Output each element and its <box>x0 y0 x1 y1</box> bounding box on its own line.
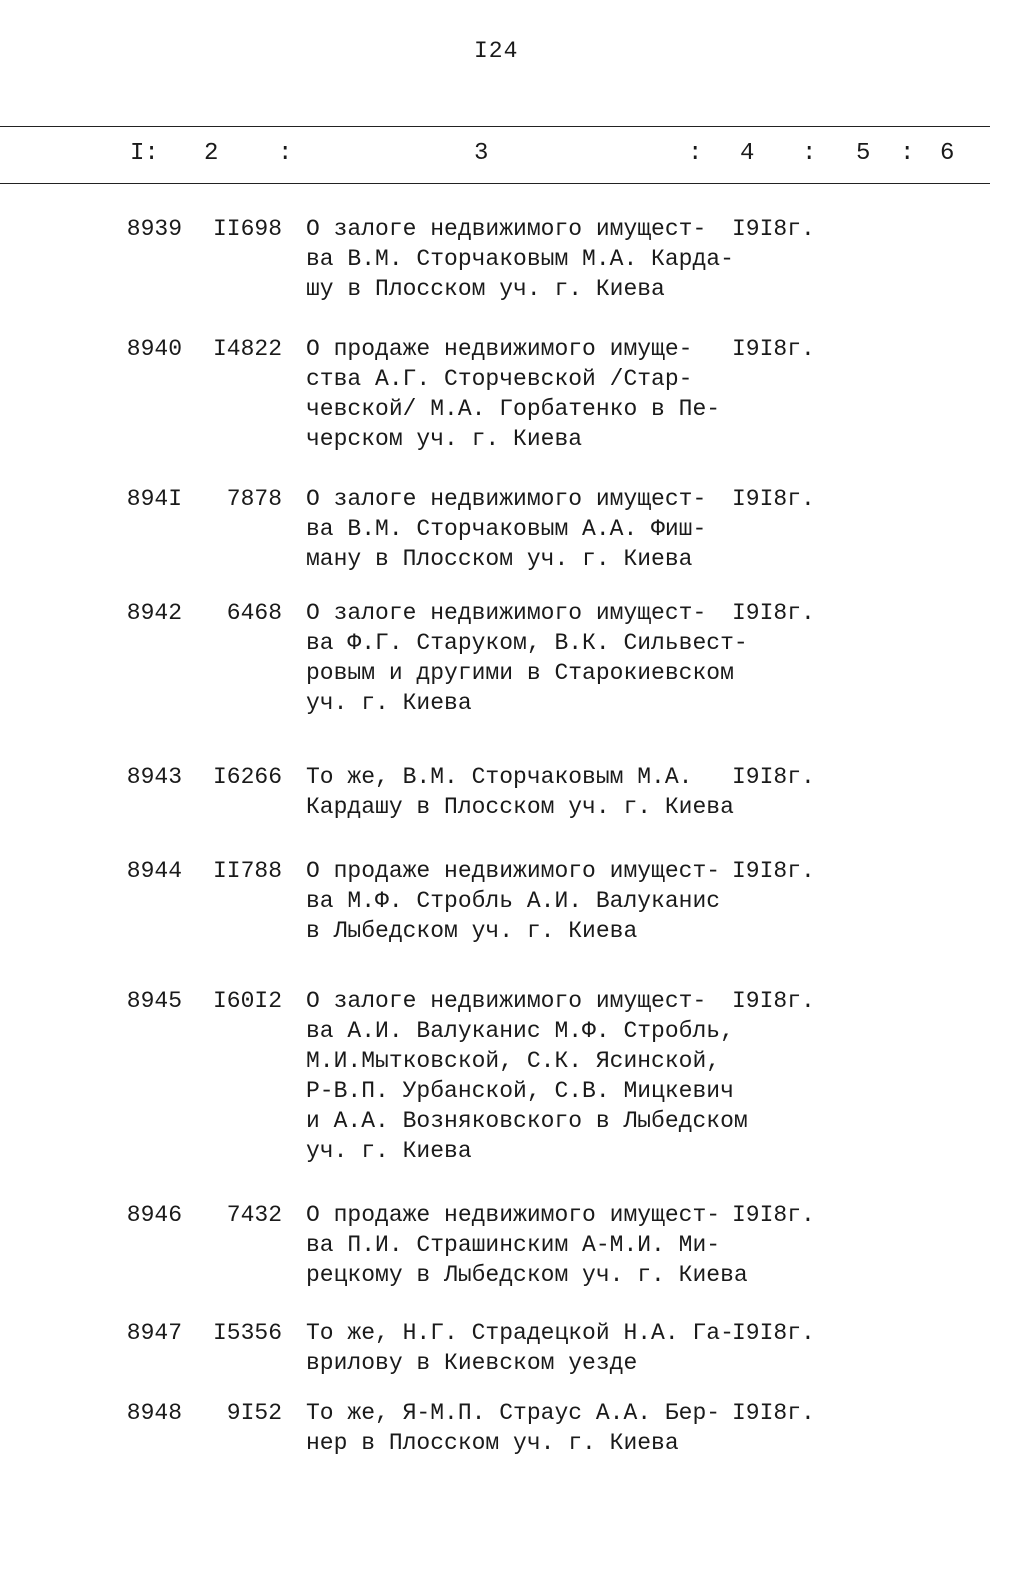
entry-code: II788 <box>212 858 282 884</box>
entry-code: I6266 <box>212 764 282 790</box>
page-number: I24 <box>474 38 519 64</box>
entry-description-line: врилову в Киевском уезде <box>306 1350 638 1376</box>
entry-description-line: ства А.Г. Сторчевской /Стар- <box>306 366 693 392</box>
entry-number: 894I <box>126 486 182 512</box>
entry-description <box>306 762 736 822</box>
column-separator: : <box>802 140 817 167</box>
entry-year: I9I8г. <box>732 1320 815 1346</box>
entry-code: 9I52 <box>226 1400 282 1426</box>
entry-description <box>306 856 736 946</box>
entry-description-line: О продаже недвижимого имуще- <box>306 336 693 362</box>
entry-number: 8945 <box>126 988 182 1014</box>
entry-code: I5356 <box>212 1320 282 1346</box>
entry-description-line: То же, Я-М.П. Страус А.А. Бер- <box>306 1400 721 1426</box>
entry-code: 7432 <box>226 1202 282 1228</box>
entry-description-line: в Лыбедском уч. г. Киева <box>306 918 638 944</box>
entry-code: I4822 <box>212 336 282 362</box>
entry-description <box>306 1200 748 1290</box>
entry-description <box>306 1318 736 1378</box>
column-header-2: 2 <box>204 140 219 167</box>
entry-description <box>306 598 748 718</box>
entry-description-line: О залоге недвижимого имущест- <box>306 486 707 512</box>
entry-description-line: М.И.Мытковской, С.К. Ясинской, <box>306 1048 721 1074</box>
entry-description <box>306 334 736 454</box>
entry-description-line: ва В.М. Сторчаковым А.А. Фиш- <box>306 516 707 542</box>
entry-description-line: ва Ф.Г. Старуком, В.К. Сильвест- <box>306 630 748 656</box>
entry-description-line: ва А.И. Валуканис М.Ф. Стробль, <box>306 1018 734 1044</box>
entry-year: I9I8г. <box>732 858 815 884</box>
entry-description-line: и А.А. Возняковского в Лыбедском <box>306 1108 748 1134</box>
entry-year: I9I8г. <box>732 988 815 1014</box>
entry-description-line: ману в Плосском уч. г. Киева <box>306 546 693 572</box>
entry-description-line: О залоге недвижимого имущест- <box>306 600 707 626</box>
entry-number: 8943 <box>126 764 182 790</box>
entry-description-line: О залоге недвижимого имущест- <box>306 988 707 1014</box>
entry-year: I9I8г. <box>732 1400 815 1426</box>
column-header-1: I: <box>130 140 159 167</box>
entry-number: 8947 <box>126 1320 182 1346</box>
header-rule-top <box>0 126 990 127</box>
entry-description-line: Кардашу в Плосском уч. г. Киева <box>306 794 734 820</box>
entry-description-line: То же, В.М. Сторчаковым М.А. <box>306 764 693 790</box>
entry-description-line: чевской/ М.А. Горбатенко в Пе- <box>306 396 721 422</box>
entry-code: 7878 <box>226 486 282 512</box>
entry-description-line: рецкому в Лыбедском уч. г. Киева <box>306 1262 748 1288</box>
entry-number: 8948 <box>126 1400 182 1426</box>
column-separator: : <box>900 140 915 167</box>
column-header-4: 4 <box>740 140 755 167</box>
entry-number: 8944 <box>126 858 182 884</box>
entry-description-line: уч. г. Киева <box>306 1138 472 1164</box>
column-header-5: 5 <box>856 140 871 167</box>
entry-description-line: Р-В.П. Урбанской, С.В. Мицкевич <box>306 1078 734 1104</box>
entry-description-line: ва В.М. Сторчаковым М.А. Карда- <box>306 246 734 272</box>
entry-description-line: ва М.Ф. Стробль А.И. Валуканис <box>306 888 721 914</box>
entry-description-line: О залоге недвижимого имущест- <box>306 216 707 242</box>
entry-code: I60I2 <box>212 988 282 1014</box>
entry-year: I9I8г. <box>732 1202 815 1228</box>
entry-description <box>306 986 748 1166</box>
entry-description-line: То же, Н.Г. Страдецкой Н.А. Га- <box>306 1320 734 1346</box>
header-rule-bottom <box>0 183 990 184</box>
entry-year: I9I8г. <box>732 764 815 790</box>
entry-description-line: уч. г. Киева <box>306 690 472 716</box>
column-header-6: 6 <box>940 140 955 167</box>
entry-description-line: О продаже недвижимого имущест- <box>306 858 721 884</box>
column-separator: : <box>688 140 703 167</box>
entry-number: 8946 <box>126 1202 182 1228</box>
entry-description-line: О продаже недвижимого имущест- <box>306 1202 721 1228</box>
entry-description-line: нер в Плосском уч. г. Киева <box>306 1430 679 1456</box>
entry-description-line: шу в Плосском уч. г. Киева <box>306 276 665 302</box>
entry-year: I9I8г. <box>732 600 815 626</box>
entry-year: I9I8г. <box>732 486 815 512</box>
column-separator: : <box>278 140 293 167</box>
entry-description <box>306 214 736 304</box>
entry-code: 6468 <box>226 600 282 626</box>
entry-year: I9I8г. <box>732 216 815 242</box>
entry-number: 8940 <box>126 336 182 362</box>
column-header-3: 3 <box>474 140 489 167</box>
entry-description <box>306 484 736 574</box>
entry-description <box>306 1398 736 1458</box>
entry-year: I9I8г. <box>732 336 815 362</box>
entry-number: 8942 <box>126 600 182 626</box>
entry-description-line: ровым и другими в Старокиевском <box>306 660 734 686</box>
entry-description-line: ва П.И. Страшинским А-М.И. Ми- <box>306 1232 721 1258</box>
entry-description-line: черском уч. г. Киева <box>306 426 583 452</box>
entry-number: 8939 <box>126 216 182 242</box>
entry-code: II698 <box>212 216 282 242</box>
